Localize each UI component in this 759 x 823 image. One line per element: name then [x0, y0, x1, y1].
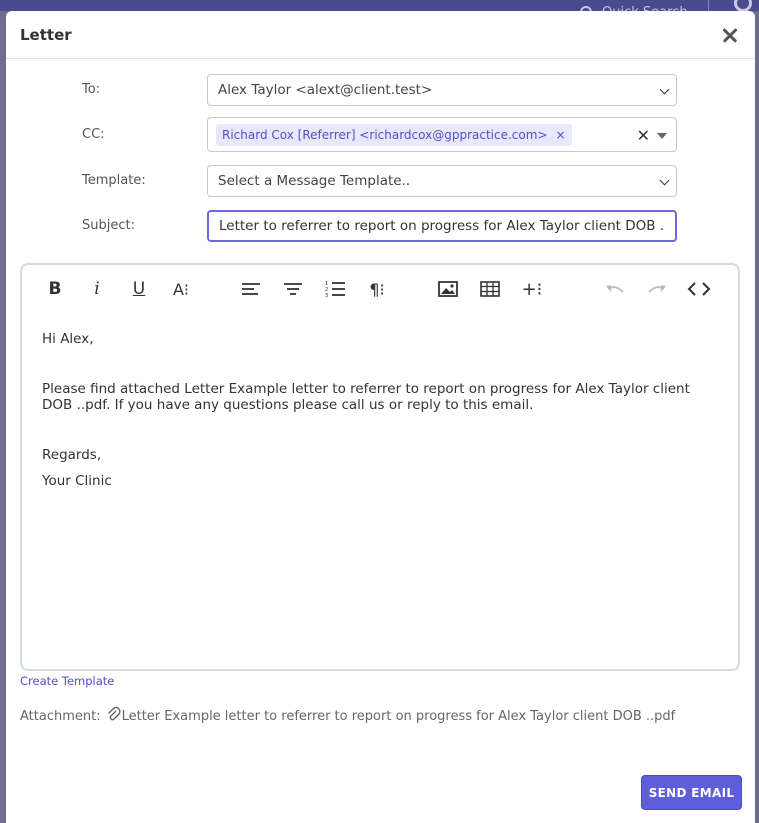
svg-text:1: 1: [325, 281, 329, 287]
template-select[interactable]: [207, 165, 677, 197]
editor-content[interactable]: [42, 331, 720, 489]
subject-input[interactable]: [219, 218, 665, 234]
to-value: Alex Taylor <alext@client.test>: [218, 82, 433, 98]
italic-button[interactable]: i: [94, 279, 100, 299]
modal-header: [6, 11, 755, 59]
font-size-button[interactable]: A⁝: [172, 279, 190, 299]
paperclip-icon: [107, 707, 120, 725]
paragraph-format-button[interactable]: ¶⁝: [369, 279, 385, 299]
clear-icon[interactable]: ✕: [636, 126, 650, 145]
bold-button[interactable]: B: [48, 279, 62, 299]
template-value: Select a Message Template..: [218, 173, 411, 189]
send-email-button[interactable]: SEND EMAIL: [641, 775, 742, 810]
topbar-divider: [708, 0, 709, 11]
greeting-text: Hi Alex,: [42, 331, 94, 347]
create-template-link[interactable]: Create Template: [20, 674, 115, 688]
editor-toolbar: [22, 265, 738, 313]
redo-icon[interactable]: [644, 277, 670, 301]
cc-multiselect[interactable]: [207, 117, 677, 152]
dropdown-arrow-icon[interactable]: [657, 133, 667, 139]
attachment-label: Attachment:: [20, 708, 101, 724]
table-icon[interactable]: [477, 277, 503, 301]
attachment-filename: Letter Example letter to referrer to report on progress for Alex Taylor client DOB ..pdf: [121, 708, 676, 724]
svg-text:2: 2: [325, 287, 329, 293]
ordered-list-icon[interactable]: [322, 277, 348, 301]
subject-field[interactable]: [207, 210, 677, 242]
attachment-row: [20, 707, 675, 725]
modal-title: Letter: [20, 25, 72, 44]
cc-chip: [216, 124, 572, 146]
chevron-down-icon: [660, 176, 670, 186]
cc-chip-label: Richard Cox [Referrer] <richardcox@gppractice.com>: [222, 127, 548, 142]
subject-label: Subject:: [82, 218, 135, 233]
template-label: Template:: [82, 173, 146, 188]
letter-modal: [6, 11, 755, 823]
to-select[interactable]: [207, 74, 677, 106]
signature-text: Your Clinic: [42, 473, 112, 489]
quick-search[interactable]: [580, 0, 688, 11]
chevron-down-icon: [660, 85, 670, 95]
underline-button[interactable]: U: [132, 279, 146, 299]
image-icon[interactable]: [435, 277, 461, 301]
message-text: Please find attached Letter Example letter to referrer to report on progress for Alex Taylor client DOB ..pdf. If you have any questions please call us or reply to this email.: [42, 381, 690, 413]
undo-icon[interactable]: [602, 277, 628, 301]
rich-text-editor[interactable]: [20, 263, 740, 671]
close-icon[interactable]: [719, 24, 741, 46]
insert-more-button[interactable]: +⁝: [521, 278, 543, 300]
regards-text: Regards,: [42, 447, 102, 463]
attachment-file[interactable]: [107, 707, 676, 725]
chip-remove-icon[interactable]: ×: [555, 127, 566, 142]
svg-text:3: 3: [325, 293, 329, 299]
to-label: To:: [82, 82, 101, 97]
align-left-icon[interactable]: [238, 277, 264, 301]
cc-label: CC:: [82, 127, 105, 142]
align-center-icon[interactable]: [280, 277, 306, 301]
code-view-icon[interactable]: [686, 277, 712, 301]
